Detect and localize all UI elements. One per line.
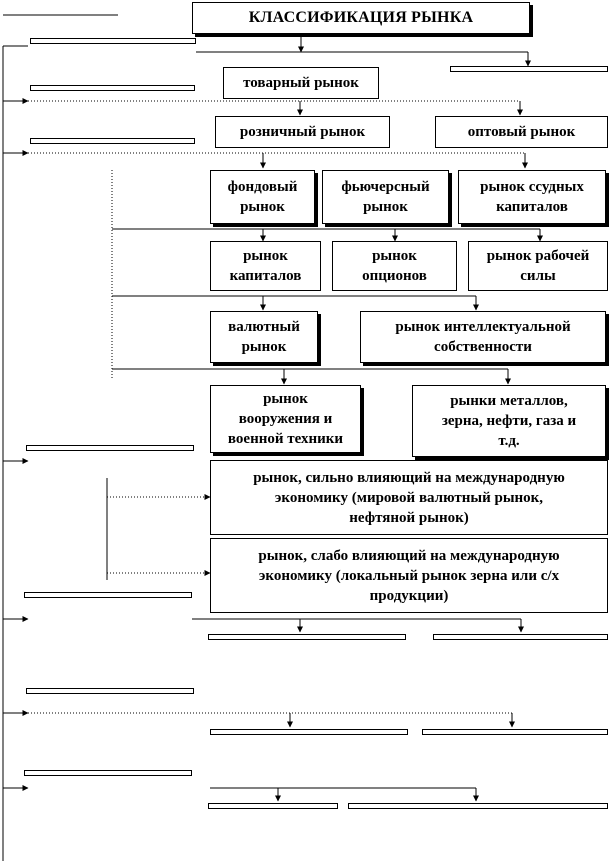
placeholder-bar bbox=[208, 803, 338, 809]
placeholder-bar bbox=[30, 138, 195, 144]
placeholder-bar bbox=[26, 688, 194, 694]
placeholder-bar bbox=[450, 66, 608, 72]
diagram-title: КЛАССИФИКАЦИЯ РЫНКА bbox=[192, 2, 530, 34]
node-arms-market: рынок вооружения и военной техники bbox=[210, 385, 361, 453]
placeholder-bar bbox=[422, 729, 608, 735]
node-stock-market: фондовый рынок bbox=[210, 170, 315, 224]
node-retail-market: розничный рынок bbox=[215, 116, 390, 148]
node-weak-influence-market: рынок, слабо влияющий на международную экономику (локальный рынок зерна или с/х продукции) bbox=[210, 538, 608, 613]
node-strong-influence-market: рынок, сильно влияющий на международную экономику (мировой валютный рынок, нефтяной рынок) bbox=[210, 460, 608, 535]
node-intellectual-property-market: рынок интеллектуальной собственности bbox=[360, 311, 606, 363]
placeholder-bar bbox=[433, 634, 608, 640]
placeholder-bar bbox=[26, 445, 194, 451]
placeholder-bar bbox=[210, 729, 408, 735]
placeholder-bar bbox=[24, 770, 192, 776]
node-commodity-market: товарный рынок bbox=[223, 67, 379, 99]
node-capital-market: рынок капиталов bbox=[210, 241, 321, 291]
placeholder-bar bbox=[208, 634, 406, 640]
node-labor-market: рынок рабочей силы bbox=[468, 241, 608, 291]
node-metals-market: рынки металлов, зерна, нефти, газа и т.д. bbox=[412, 385, 606, 457]
node-options-market: рынок опционов bbox=[332, 241, 457, 291]
node-futures-market: фьючерсный рынок bbox=[322, 170, 449, 224]
node-loan-capital-market: рынок ссудных капиталов bbox=[458, 170, 606, 224]
node-currency-market: валютный рынок bbox=[210, 311, 318, 363]
placeholder-bar bbox=[348, 803, 608, 809]
node-wholesale-market: оптовый рынок bbox=[435, 116, 608, 148]
placeholder-bar bbox=[30, 85, 195, 91]
placeholder-bar bbox=[30, 38, 196, 44]
placeholder-bar bbox=[24, 592, 192, 598]
